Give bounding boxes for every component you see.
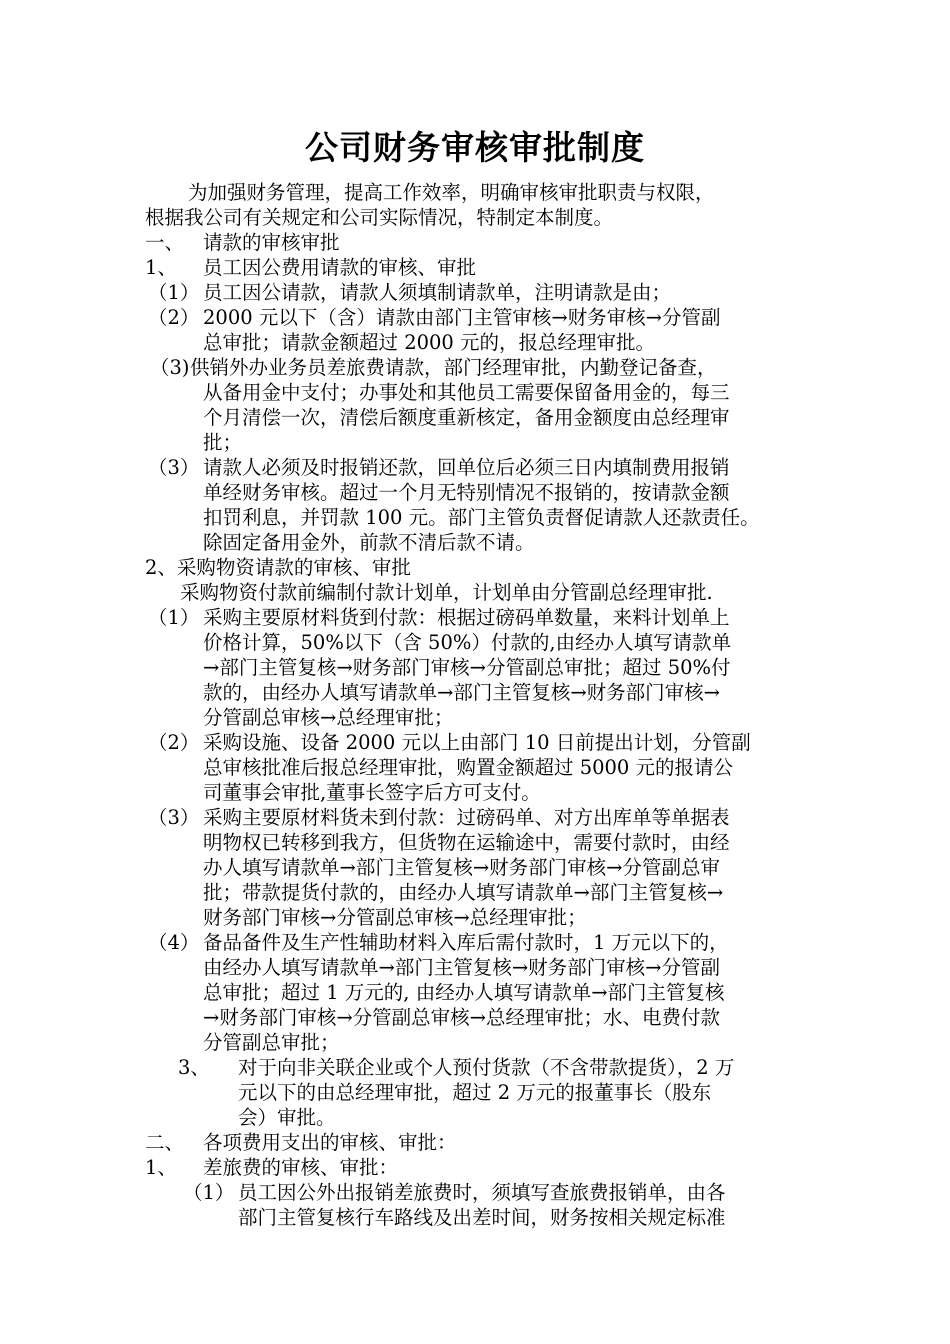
- paragraph-number: （3）: [148, 806, 200, 829]
- paragraph-line: 会）审批。: [238, 1106, 336, 1129]
- paragraph-line: 总审核批准后报总经理审批，购置金额超过 5000 元的报请公: [203, 756, 734, 779]
- item-heading: 差旅费的审核、审批：: [203, 1156, 399, 1179]
- paragraph-line: 对于向非关联企业或个人预付货款（不含带款提货），2 万: [238, 1056, 735, 1079]
- paragraph-line: 员工因公请款，请款人须填制请款单，注明请款是由；: [203, 281, 672, 304]
- paragraph-line: 采购设施、设备 2000 元以上由部门 10 日前提出计划，分管副: [203, 731, 751, 754]
- paragraph-line: 备品备件及生产性辅助材料入库后需付款时，1 万元以下的，: [203, 931, 729, 954]
- paragraph-line: 批；带款提货付款的，由经办人填写请款单→部门主管复核→: [203, 881, 724, 904]
- item-intro: 采购物资付款前编制付款计划单，计划单由分管副总经理审批.: [180, 581, 713, 604]
- paragraph-line: 个月清偿一次，清偿后额度重新核定，备用金额度由总经理审: [203, 406, 730, 429]
- item-heading: 员工因公费用请款的审核、审批: [203, 256, 477, 279]
- section-heading: 请款的审核审批: [203, 231, 340, 254]
- item-number: 1、: [145, 256, 177, 279]
- paragraph-number: （1）: [148, 606, 200, 629]
- paragraph-number: （2）: [148, 306, 200, 329]
- paragraph-line: 价格计算，50%以下（含 50%）付款的,由经办人填写请款单: [203, 631, 732, 654]
- paragraph-line: 总审批；超过 1 万元的, 由经办人填写请款单→部门主管复核: [203, 981, 725, 1004]
- paragraph-line: 除固定备用金外，前款不清后款不请。: [203, 531, 535, 554]
- section-number: 一、: [145, 231, 185, 254]
- paragraph-line: 部门主管复核行车路线及出差时间，财务按相关规定标准: [238, 1206, 726, 1229]
- paragraph-line: 司董事会审批,董事长签字后方可支付。: [203, 781, 541, 804]
- paragraph-line: 分管副总审核→总经理审批；: [203, 706, 454, 729]
- section-heading: 各项费用支出的审核、审批：: [203, 1131, 457, 1154]
- item-heading: 2、采购物资请款的审核、审批: [145, 556, 411, 579]
- paragraph-number: （3): [150, 356, 190, 379]
- paragraph-line: 由经办人填写请款单→部门主管复核→财务部门审核→分管副: [203, 956, 721, 979]
- intro-line: 根据我公司有关规定和公司实际情况，特制定本制度。: [145, 206, 614, 229]
- paragraph-line: 2000 元以下（含）请款由部门主管审核→财务审核→分管副: [203, 306, 721, 329]
- paragraph-line: 款的，由经办人填写请款单→部门主管复核→财务部门审核→: [203, 681, 721, 704]
- paragraph-line: →部门主管复核→财务部门审核→分管副总审批；超过 50%付: [203, 656, 731, 679]
- paragraph-line: 请款人必须及时报销还款，回单位后必须三日内填制费用报销: [203, 456, 730, 479]
- item-number: 3、: [178, 1056, 210, 1079]
- paragraph-line: 办人填写请款单→部门主管复核→财务部门审核→分管副总审: [203, 856, 721, 879]
- paragraph-line: 财务部门审核→分管副总审核→总经理审批；: [203, 906, 587, 929]
- paragraph-line: 明物权已转移到我方，但货物在运输途中，需要付款时，由经: [203, 831, 730, 854]
- document-title: 公司财务审核审批制度: [305, 128, 645, 167]
- item-number: 1、: [145, 1156, 177, 1179]
- section-number: 二、: [145, 1131, 185, 1154]
- paragraph-line: 采购主要原材料货到付款：根据过磅码单数量，来料计划单上: [203, 606, 730, 629]
- paragraph-line: 从备用金中支付；办事处和其他员工需要保留备用金的，每三: [203, 381, 730, 404]
- paragraph-line: 单经财务审核。超过一个月无特别情况不报销的，按请款金额: [203, 481, 730, 504]
- paragraph-number: （2）: [148, 731, 200, 754]
- paragraph-number: （3）: [148, 456, 200, 479]
- paragraph-number: （1）: [183, 1181, 235, 1204]
- paragraph-line: →财务部门审核→分管副总审核→总经理审批；水、电费付款: [203, 1006, 721, 1029]
- paragraph-line: 元以下的由总经理审批，超过 2 万元的报董事长（股东: [238, 1081, 712, 1104]
- paragraph-line: 批；: [203, 431, 243, 454]
- paragraph-line: 员工因公外出报销差旅费时，须填写查旅费报销单，由各: [238, 1181, 726, 1204]
- paragraph-line: 分管副总审批；: [203, 1031, 340, 1054]
- paragraph-line: 供销外办业务员差旅费请款，部门经理审批，内勤登记备查，: [190, 356, 717, 379]
- intro-line: 为加强财务管理，提高工作效率，明确审核审批职责与权限，: [188, 181, 715, 204]
- paragraph-line: 采购主要原材料货未到付款：过磅码单、对方出库单等单据表: [203, 806, 730, 829]
- paragraph-line: 总审批；请款金额超过 2000 元的，报总经理审批。: [203, 331, 656, 354]
- paragraph-number: （1）: [148, 281, 200, 304]
- paragraph-number: （4）: [148, 931, 200, 954]
- paragraph-line: 扣罚利息，并罚款 100 元。部门主管负责督促请款人还款责任。: [203, 506, 760, 529]
